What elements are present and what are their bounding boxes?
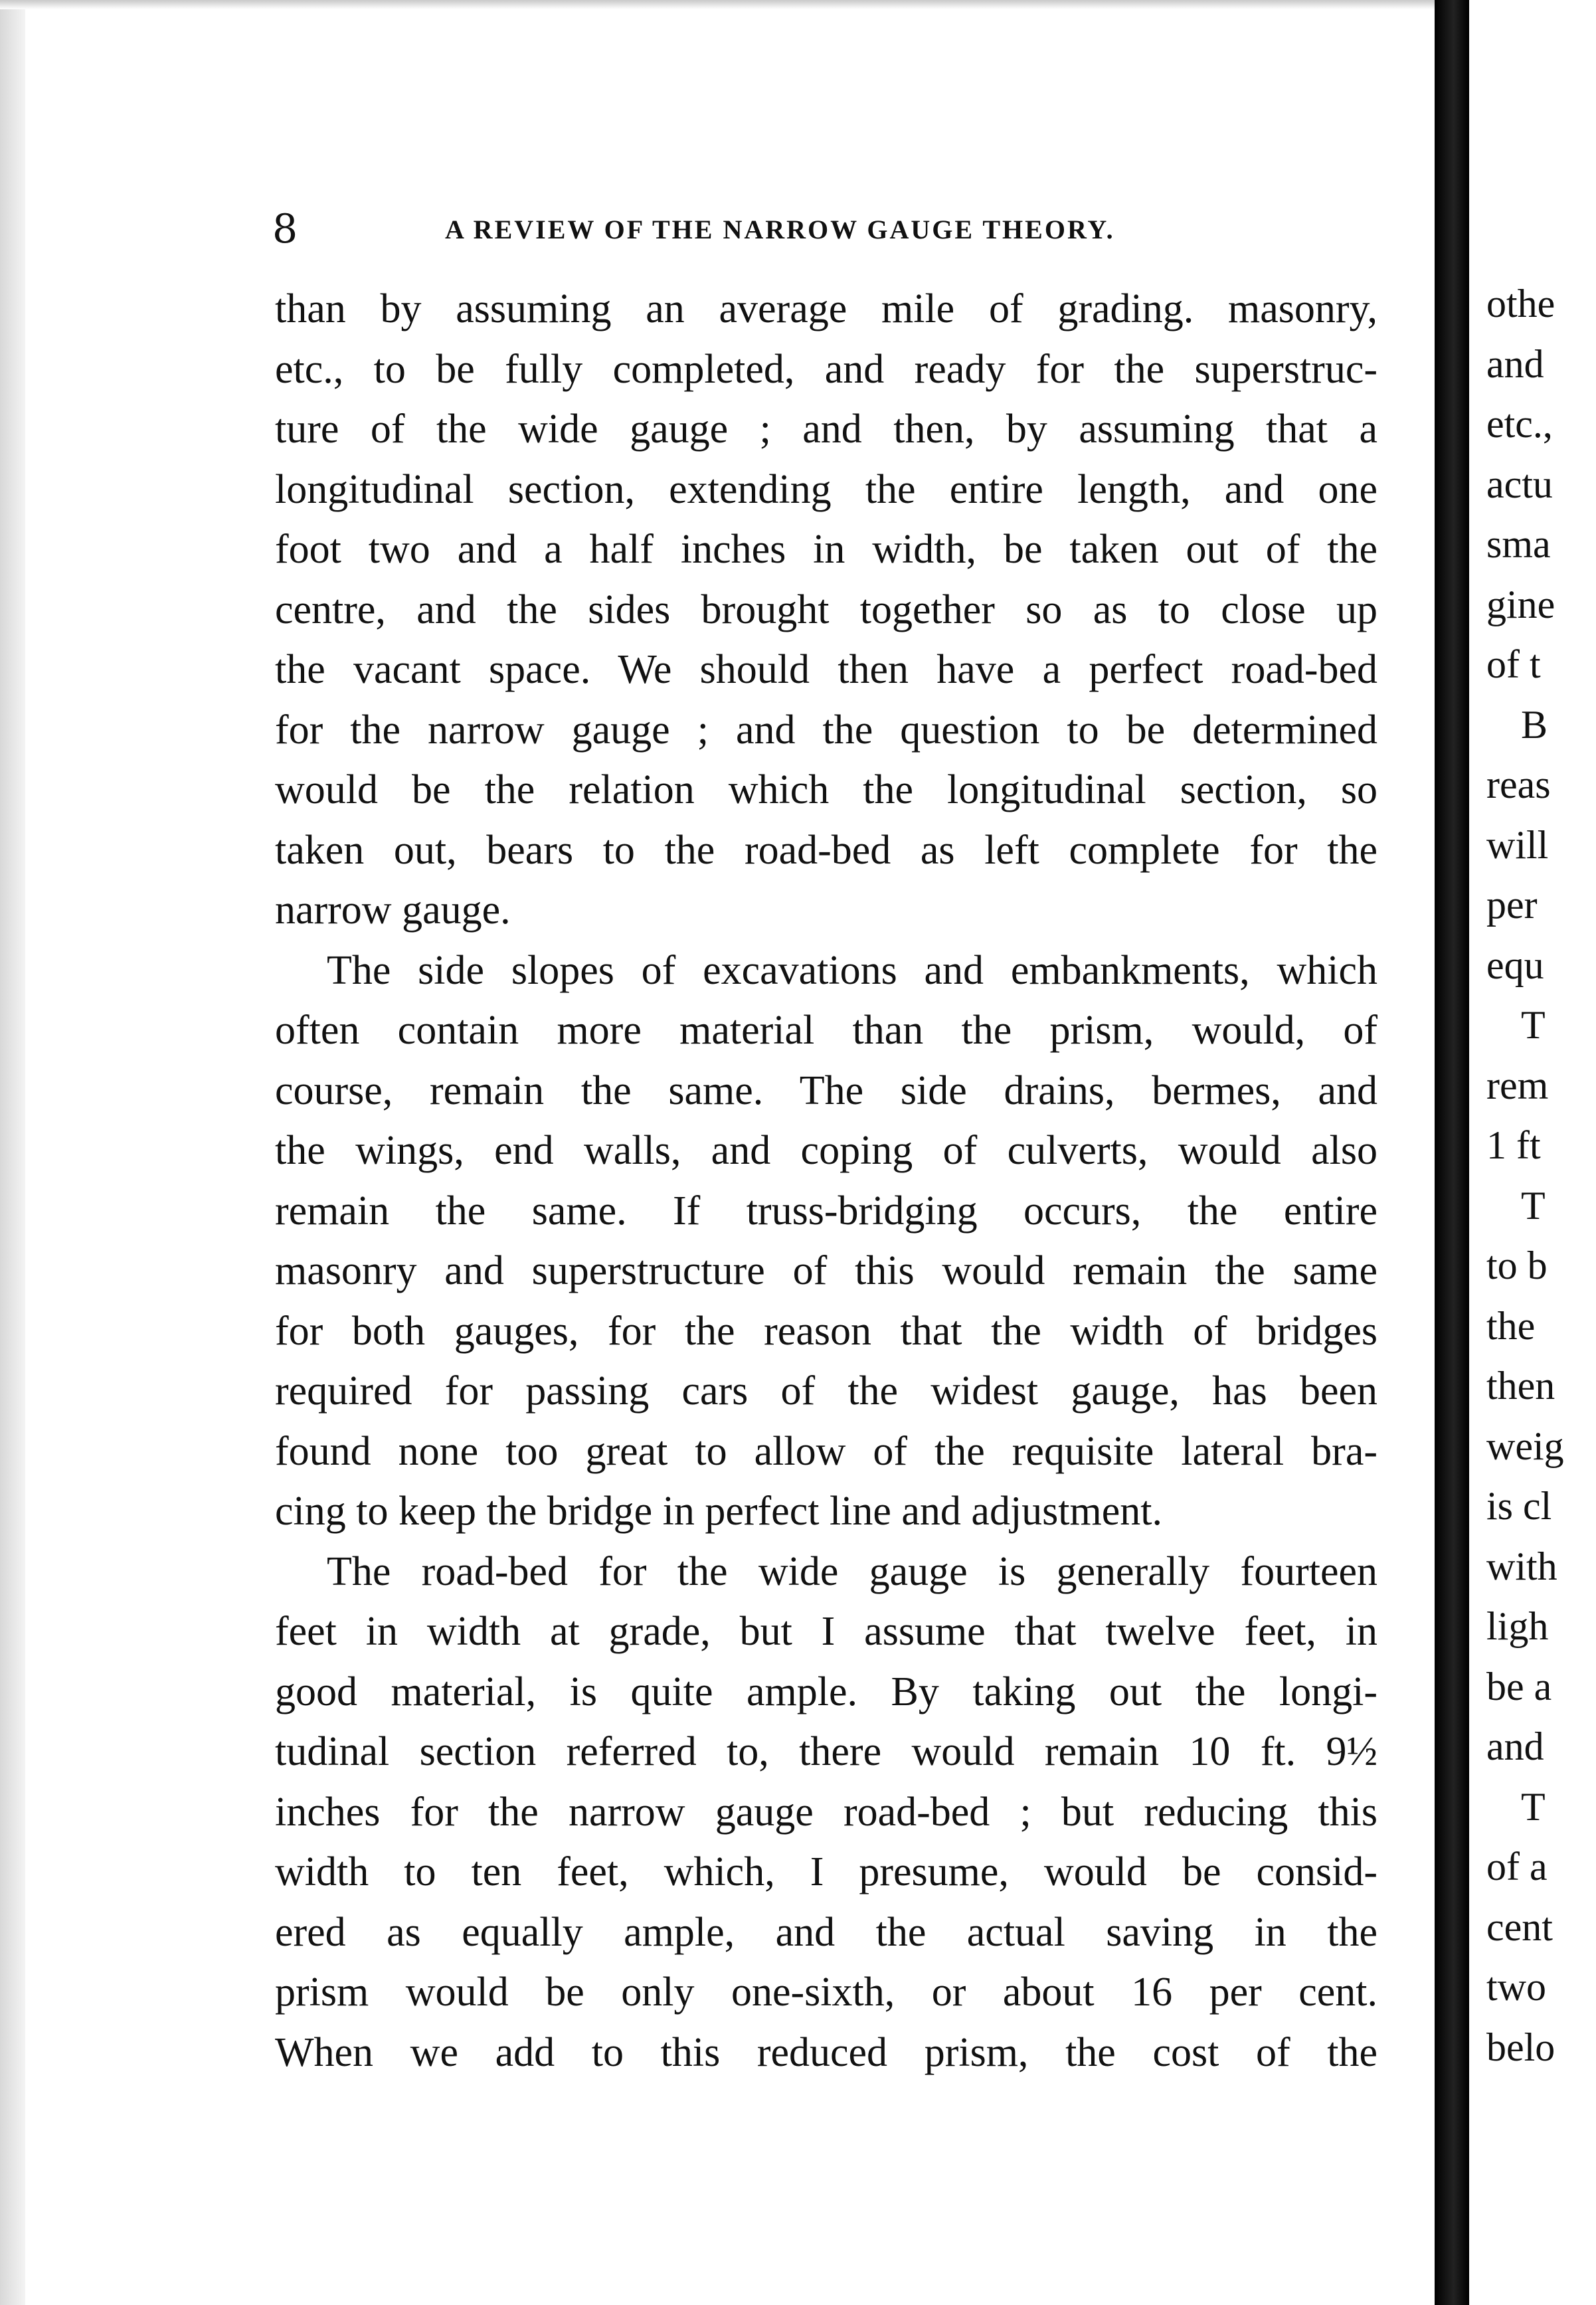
text-line: etc., to be fully completed, and ready for the superstruc-	[275, 346, 1377, 392]
text-line: for both gauges, for the reason that the width of bridges	[275, 1308, 1377, 1354]
facing-line: of a	[1486, 1845, 1548, 1889]
text-line: cing to keep the bridge in perfect line and adjustment.	[275, 1489, 1162, 1534]
text-line: the vacant space. We should then have a perfect road-bed	[275, 647, 1377, 692]
facing-line: T	[1521, 1183, 1546, 1228]
facing-page-text	[1486, 274, 1564, 2077]
facing-line: 1 ft	[1486, 1123, 1541, 1167]
facing-line: is cl	[1486, 1484, 1552, 1528]
facing-line: etc.,	[1486, 402, 1553, 446]
facing-line: the	[1486, 1303, 1536, 1348]
text-line: narrow gauge.	[275, 887, 511, 933]
text-line: course, remain the same. The side drains, bermes, and	[275, 1067, 1377, 1113]
text-line: masonry and superstructure of this would remain the same	[275, 1248, 1377, 1293]
facing-page-fragment	[1469, 0, 1596, 2305]
facing-line: T	[1521, 1003, 1546, 1047]
text-line: would be the relation which the longitudinal section, so	[275, 767, 1377, 812]
text-line: longitudinal section, extending the entire length, and one	[275, 466, 1377, 512]
text-line: ered as equally ample, and the actual saving in the	[275, 1909, 1377, 1955]
facing-line: actu	[1486, 462, 1553, 506]
facing-line: two	[1486, 1965, 1546, 2009]
page-top-edge-shadow	[0, 0, 1435, 9]
facing-line: will	[1486, 822, 1549, 867]
facing-line: belo	[1486, 2025, 1555, 2069]
text-line: good material, is quite ample. By taking out the longi-	[275, 1669, 1377, 1714]
text-line: The side slopes of excavations and embankments, which	[327, 947, 1377, 993]
text-line: prism would be only one-sixth, or about 16 per cent.	[275, 1970, 1377, 2015]
text-line: feet in width at grade, but I assume that twelve feet, in	[275, 1609, 1377, 1654]
facing-line: equ	[1486, 943, 1544, 987]
text-line: foot two and a half inches in width, be taken out of the	[275, 527, 1377, 572]
page-number: 8	[272, 206, 298, 252]
facing-line: per	[1486, 883, 1538, 927]
facing-line: weig	[1486, 1424, 1564, 1468]
facing-line: cent	[1486, 1904, 1553, 1949]
facing-line: B	[1521, 702, 1548, 747]
running-head: A REVIEW OF THE NARROW GAUGE THEORY.	[445, 215, 1115, 244]
text-line: for the narrow gauge ; and the question to be determined	[275, 707, 1377, 753]
text-line: width to ten feet, which, I presume, would be consid-	[275, 1849, 1377, 1894]
text-line: than by assuming an average mile of grading. masonry,	[275, 286, 1377, 331]
text-line: inches for the narrow gauge road-bed ; but reducing this	[275, 1789, 1377, 1835]
text-line: When we add to this reduced prism, the cost of the	[275, 2029, 1377, 2075]
facing-line: and	[1486, 1724, 1544, 1768]
text-line: remain the same. If truss-bridging occurs, the entire	[275, 1188, 1377, 1234]
text-line: ture of the wide gauge ; and then, by assuming that a	[275, 407, 1377, 452]
page-header	[246, 199, 1375, 252]
facing-line: of t	[1486, 642, 1541, 686]
body-text	[275, 279, 1377, 2082]
text-line: The road-bed for the wide gauge is generally fourteen	[327, 1548, 1377, 1594]
book-spine-gutter	[1435, 0, 1469, 2305]
text-line: taken out, bears to the road-bed as left complete for the	[275, 827, 1377, 873]
facing-line: othe	[1486, 282, 1555, 325]
facing-line: and	[1486, 341, 1544, 386]
facing-line: ligh	[1486, 1604, 1549, 1648]
facing-line: sma	[1486, 522, 1551, 566]
text-line: tudinal section referred to, there would remain 10 ft. 9½	[275, 1729, 1377, 1774]
text-line: centre, and the sides brought together so as to close up	[275, 587, 1377, 632]
facing-line: reas	[1486, 763, 1551, 806]
facing-line: T	[1521, 1784, 1546, 1829]
facing-line: gine	[1486, 582, 1555, 626]
text-line: the wings, end walls, and coping of culverts, would also	[275, 1128, 1377, 1173]
facing-line: then	[1486, 1364, 1555, 1408]
text-line: often contain more material than the prism, would, of	[275, 1008, 1377, 1053]
facing-line: with	[1486, 1544, 1557, 1588]
text-line: found none too great to allow of the requisite lateral bra-	[275, 1428, 1377, 1474]
text-line: required for passing cars of the widest gauge, has been	[275, 1368, 1377, 1414]
facing-line: be a	[1486, 1664, 1552, 1708]
facing-line: to b	[1486, 1244, 1548, 1287]
page-left-edge-shadow	[0, 0, 25, 2305]
facing-line: rem	[1486, 1063, 1549, 1107]
